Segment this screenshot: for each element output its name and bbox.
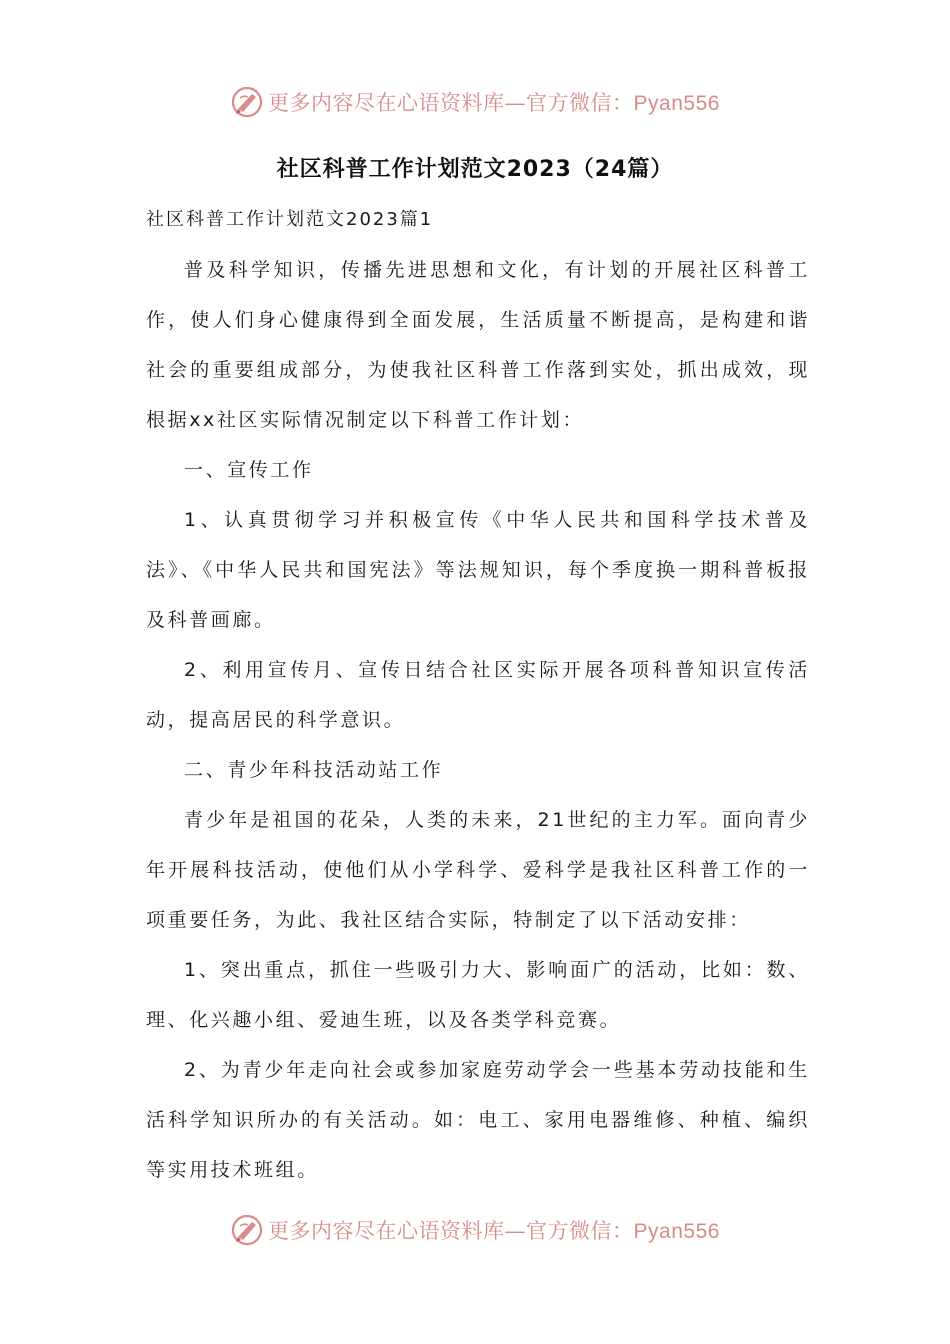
document-body: [146, 195, 810, 1195]
section-subtitle: 社区科普工作计划范文2023篇1: [146, 209, 434, 230]
paragraph-publicity-1: 1、认真贯彻学习并积极宣传《中华人民共和国科学技术普及法》、《中华人民共和国宪法》等法规知识，每个季度换一期科普板报及科普画廊。: [146, 509, 810, 631]
heading-publicity: 一、宣传工作: [184, 459, 314, 481]
pen-logo-icon: [230, 85, 264, 119]
paragraph-youth-2: 2、为青少年走向社会或参加家庭劳动学会一些基本劳动技能和生活科学知识所办的有关活动。如：电工、家用电器维修、种植、编织等实用技术班组。: [146, 1059, 810, 1181]
watermark-label: 更多内容尽在心语资料库—官方微信：: [268, 1219, 634, 1243]
document-title: 社区科普工作计划范文2023（24篇）: [276, 157, 674, 182]
watermark-label: 更多内容尽在心语资料库—官方微信：: [268, 91, 634, 115]
paragraph-youth-1: 1、突出重点，抓住一些吸引力大、影响面广的活动，比如：数、理、化兴趣小组、爱迪生班，以及各类学科竞赛。: [146, 959, 810, 1031]
watermark-header: [0, 82, 950, 122]
watermark-text: [268, 1215, 720, 1245]
paragraph-publicity-2: 2、利用宣传月、宣传日结合社区实际开展各项科普知识宣传活动，提高居民的科学意识。: [146, 659, 810, 731]
watermark-wechat-id: Pyan556: [633, 1220, 720, 1243]
watermark-text: [268, 87, 720, 117]
watermark-footer: [0, 1210, 950, 1250]
paragraph-youth-intro: 青少年是祖国的花朵，人类的未来，21世纪的主力军。面向青少年开展科技活动，使他们从小学科学、爱科学是我社区科普工作的一项重要任务，为此、我社区结合实际，特制定了以下活动安排：: [146, 809, 810, 931]
paragraph-intro: 普及科学知识，传播先进思想和文化，有计划的开展社区科普工作，使人们身心健康得到全面发展，生活质量不断提高，是构建和谐社会的重要组成部分，为使我社区科普工作落到实处，抓出成效，现根据xx社区实际情况制定以下科普工作计划：: [146, 259, 810, 431]
pen-logo-icon: [230, 1213, 264, 1247]
heading-youth-station: 二、青少年科技活动站工作: [184, 759, 444, 781]
watermark-wechat-id: Pyan556: [633, 92, 720, 115]
